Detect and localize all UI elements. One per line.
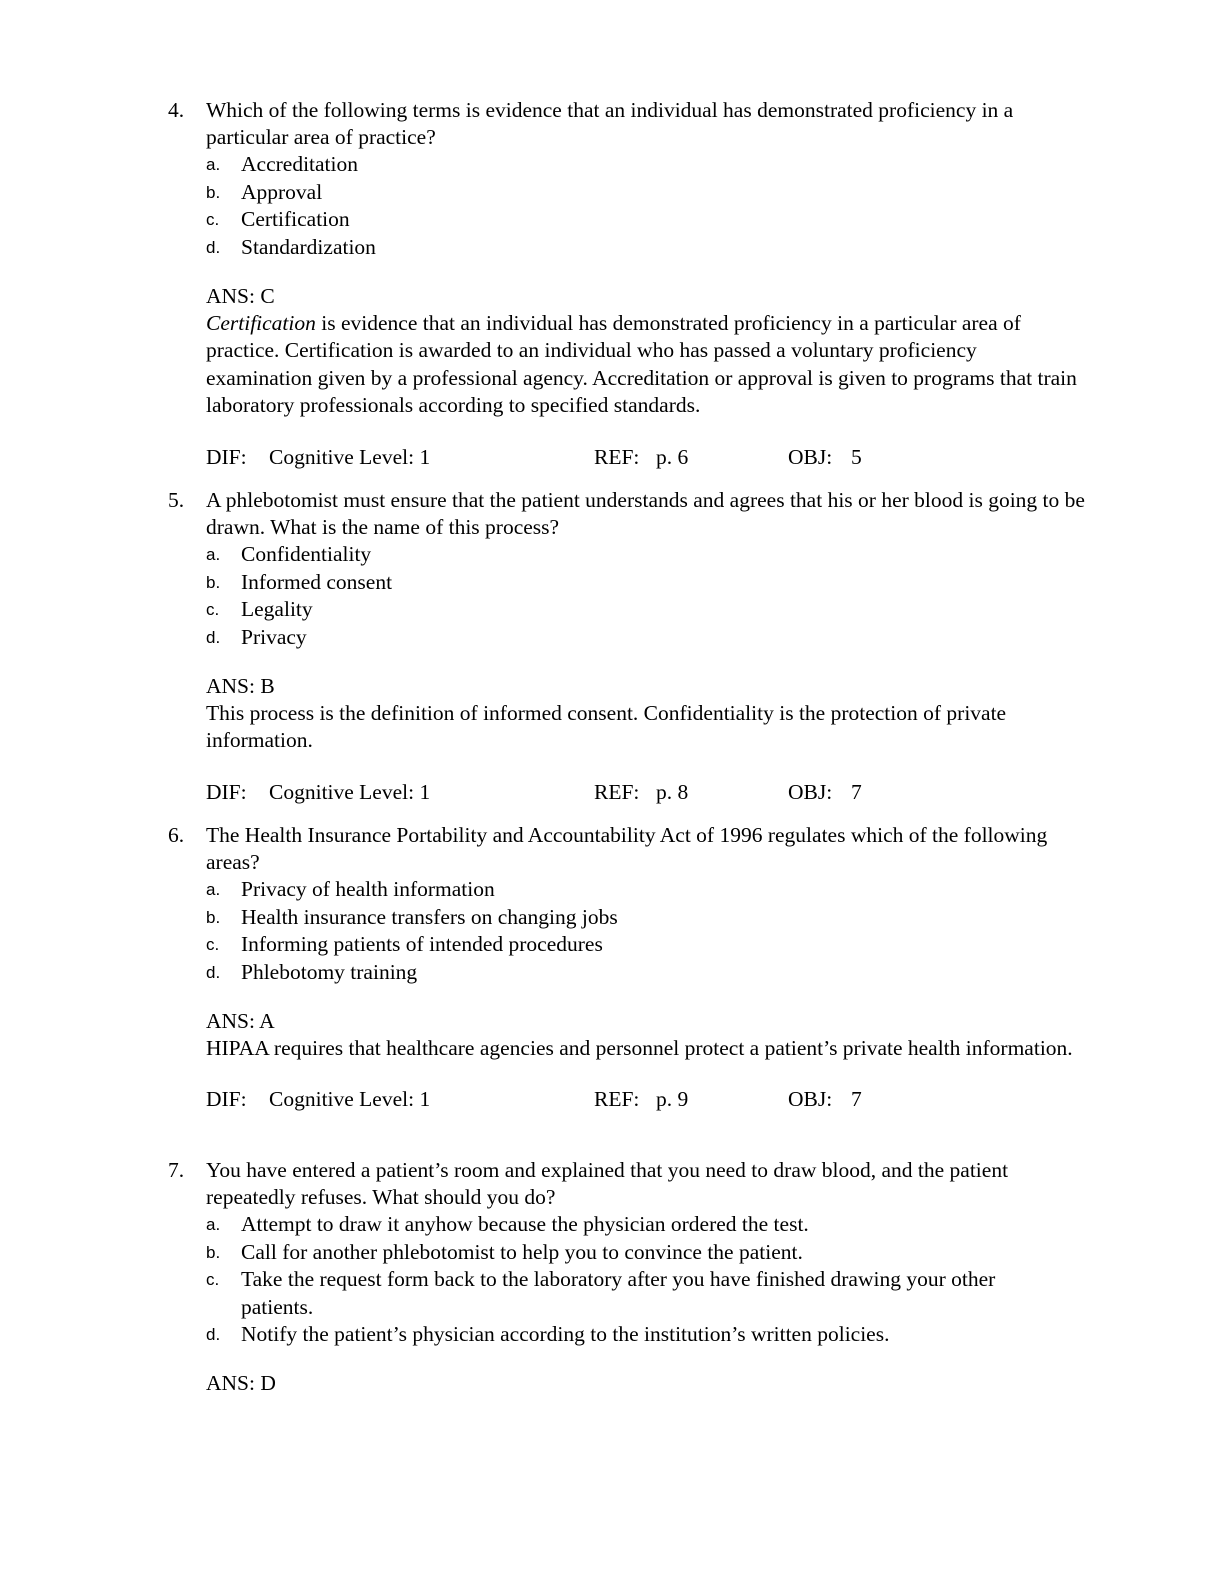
option-letter: a. bbox=[206, 155, 221, 174]
option-text: Call for another phlebotomist to help you to convince the patient. bbox=[241, 1239, 803, 1264]
option-text: Phlebotomy training bbox=[241, 959, 418, 984]
option-letter: c. bbox=[206, 1270, 220, 1289]
option-text: Privacy bbox=[241, 624, 307, 649]
option-d bbox=[206, 624, 1088, 652]
option-letter: d. bbox=[206, 962, 221, 982]
option-a bbox=[206, 1211, 1088, 1239]
option-letter: d. bbox=[206, 237, 221, 257]
option-text: Take the request form back to the laboratory after you have finished drawing your other patients. bbox=[241, 1267, 996, 1319]
question-metadata bbox=[206, 1086, 1088, 1113]
option-text: Notify the patient’s physician according to the institution’s written policies. bbox=[241, 1322, 890, 1346]
answer-options bbox=[206, 151, 1088, 261]
option-b bbox=[206, 179, 1088, 207]
ref-value: p. 6 bbox=[656, 444, 689, 469]
obj-label: OBJ: bbox=[788, 779, 833, 804]
question-number: 4. bbox=[168, 98, 185, 122]
option-text: Informed consent bbox=[241, 569, 393, 594]
option-a bbox=[206, 151, 1088, 179]
option-c bbox=[206, 206, 1088, 234]
question-number: 5. bbox=[168, 488, 185, 512]
option-letter: a. bbox=[206, 545, 221, 564]
option-text: Informing patients of intended procedures bbox=[241, 932, 603, 956]
option-b bbox=[206, 1239, 1088, 1267]
option-letter: a. bbox=[206, 880, 221, 899]
obj-value: 7 bbox=[851, 1087, 862, 1111]
answer-key: ANS: D bbox=[206, 1371, 276, 1395]
option-d bbox=[206, 1321, 1088, 1349]
option-a bbox=[206, 876, 1088, 904]
dif-value: Cognitive Level: 1 bbox=[269, 444, 431, 469]
rationale: This process is the definition of informed consent. Confidentiality is the protection of private information. bbox=[206, 700, 1007, 752]
question-4 bbox=[168, 97, 1088, 471]
rationale-term: Certification bbox=[206, 310, 316, 335]
rationale: HIPAA requires that healthcare agencies and personnel protect a patient’s private health information. bbox=[206, 1035, 1073, 1060]
option-b bbox=[206, 904, 1088, 932]
option-c bbox=[206, 1266, 1031, 1321]
question-metadata bbox=[206, 779, 1088, 806]
answer-block bbox=[206, 1370, 1086, 1397]
question-number: 7. bbox=[168, 1158, 185, 1182]
question-stem: A phlebotomist must ensure that the patient understands and agrees that his or her blood is going to be drawn. What is the name of this process? bbox=[206, 488, 1085, 539]
option-d bbox=[206, 959, 1088, 987]
option-text: Confidentiality bbox=[241, 542, 372, 566]
ref-value: p. 9 bbox=[656, 1087, 689, 1111]
option-text: Privacy of health information bbox=[241, 877, 495, 901]
question-metadata bbox=[206, 444, 1088, 471]
option-letter: c. bbox=[206, 210, 220, 229]
option-letter: d. bbox=[206, 627, 221, 647]
option-c bbox=[206, 931, 1088, 959]
dif-label: DIF: bbox=[206, 1087, 247, 1111]
option-a bbox=[206, 541, 1088, 569]
option-letter: b. bbox=[206, 572, 221, 592]
answer-block bbox=[206, 673, 1086, 755]
answer-key: ANS: C bbox=[206, 283, 275, 308]
rationale-text: is evidence that an individual has demonstrated proficiency in a particular area of practice. Certification is awarded to an individual who has passed a voluntary proficiency examination given by a professional agency. Accreditation or approval is given to programs that train laboratory professionals according to specified standards. bbox=[206, 310, 1077, 417]
ref-label: REF: bbox=[594, 444, 640, 469]
option-letter: b. bbox=[206, 1242, 221, 1262]
obj-value: 5 bbox=[851, 444, 862, 469]
option-text: Approval bbox=[241, 179, 323, 204]
question-6 bbox=[168, 822, 1088, 1113]
answer-options bbox=[206, 1211, 1088, 1349]
option-text: Health insurance transfers on changing jobs bbox=[241, 904, 618, 929]
rationale bbox=[206, 310, 1086, 420]
dif-value: Cognitive Level: 1 bbox=[269, 1087, 431, 1111]
option-text: Legality bbox=[241, 597, 313, 621]
dif-value: Cognitive Level: 1 bbox=[269, 779, 431, 804]
option-letter: b. bbox=[206, 907, 221, 927]
answer-block bbox=[206, 283, 1086, 420]
answer-options bbox=[206, 876, 1088, 986]
obj-label: OBJ: bbox=[788, 444, 833, 469]
option-letter: d. bbox=[206, 1325, 221, 1344]
option-text: Attempt to draw it anyhow because the physician ordered the test. bbox=[241, 1212, 809, 1236]
answer-options bbox=[206, 541, 1088, 651]
ref-label: REF: bbox=[594, 1087, 640, 1111]
option-c bbox=[206, 596, 1088, 624]
answer-block bbox=[206, 1008, 1086, 1063]
question-number: 6. bbox=[168, 823, 185, 847]
dif-label: DIF: bbox=[206, 444, 247, 469]
option-text: Standardization bbox=[241, 234, 376, 259]
dif-label: DIF: bbox=[206, 779, 247, 804]
answer-key: ANS: B bbox=[206, 673, 275, 698]
option-text: Certification bbox=[241, 207, 350, 231]
answer-key: ANS: A bbox=[206, 1008, 275, 1033]
obj-label: OBJ: bbox=[788, 1087, 833, 1111]
option-letter: c. bbox=[206, 935, 220, 954]
obj-value: 7 bbox=[851, 779, 862, 804]
option-letter: c. bbox=[206, 600, 220, 619]
question-stem: The Health Insurance Portability and Accountability Act of 1996 regulates which of the following areas? bbox=[206, 823, 1048, 874]
option-letter: b. bbox=[206, 182, 221, 202]
question-stem: You have entered a patient’s room and explained that you need to draw blood, and the patient repeatedly refuses. What should you do? bbox=[206, 1158, 1009, 1209]
option-letter: a. bbox=[206, 1215, 221, 1234]
ref-label: REF: bbox=[594, 779, 640, 804]
option-b bbox=[206, 569, 1088, 597]
question-7 bbox=[168, 1157, 1088, 1397]
option-text: Accreditation bbox=[241, 152, 359, 176]
question-stem: Which of the following terms is evidence that an individual has demonstrated proficiency in a particular area of practice? bbox=[206, 98, 1014, 149]
ref-value: p. 8 bbox=[656, 779, 689, 804]
question-5 bbox=[168, 487, 1088, 806]
option-d bbox=[206, 234, 1088, 262]
